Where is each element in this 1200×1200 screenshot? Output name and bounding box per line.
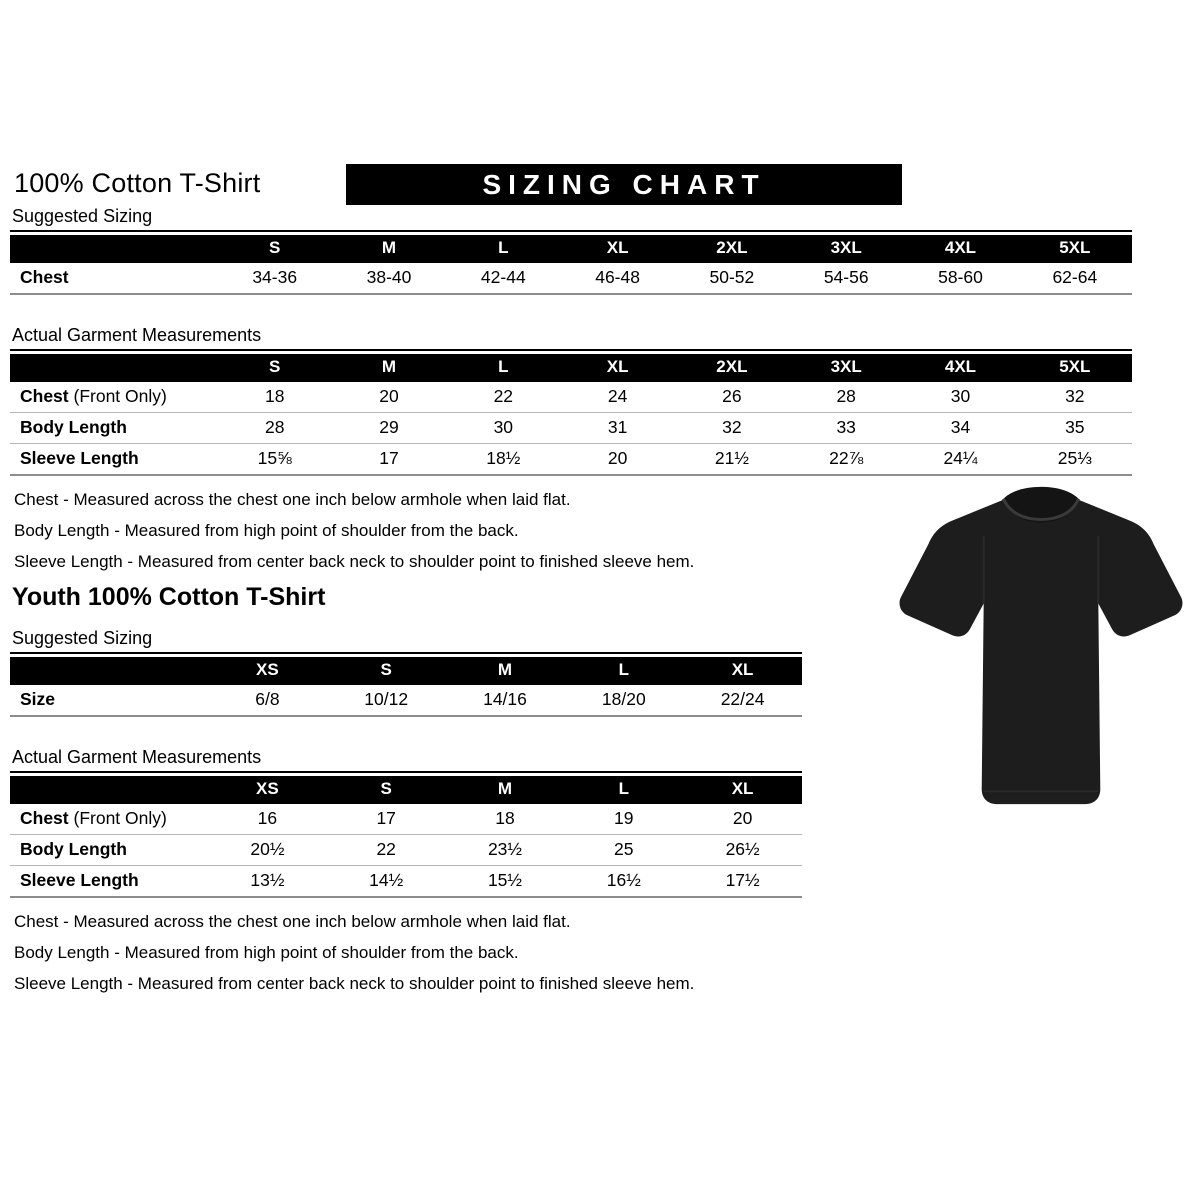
row-label: Sleeve Length	[10, 444, 218, 476]
size-column-header: 2XL	[675, 354, 789, 382]
corner-cell	[10, 657, 208, 685]
measurement-cell: 30	[446, 413, 560, 444]
measurement-cell: 26	[675, 382, 789, 413]
measurement-cell: 22⅞	[789, 444, 903, 476]
size-column-header: XL	[560, 354, 674, 382]
adult-actual-section	[10, 325, 1132, 476]
row-label: Sleeve Length	[10, 866, 208, 898]
measurement-cell: 34	[903, 413, 1017, 444]
corner-cell	[10, 235, 218, 263]
table-row	[10, 804, 802, 835]
measurement-cell: 62-64	[1018, 263, 1132, 294]
measurement-cell: 10/12	[327, 685, 446, 716]
size-column-header: 2XL	[675, 235, 789, 263]
measurement-cell: 29	[332, 413, 446, 444]
size-column-header: M	[446, 776, 565, 804]
measurement-cell: 25	[564, 835, 683, 866]
youth-suggested-sizing-label: Suggested Sizing	[10, 628, 802, 654]
measurement-cell: 14/16	[446, 685, 565, 716]
row-label: Chest	[10, 263, 218, 294]
size-column-header: 3XL	[789, 235, 903, 263]
youth-sleeve-length-note: Sleeve Length - Measured from center back neck to shoulder point to finished sleeve hem.	[14, 974, 695, 993]
header-row	[10, 657, 802, 685]
row-label: Chest (Front Only)	[10, 804, 208, 835]
measurement-cell: 34-36	[218, 263, 332, 294]
youth-actual-section	[10, 747, 802, 898]
size-column-header: 4XL	[903, 235, 1017, 263]
measurement-cell: 46-48	[560, 263, 674, 294]
adult-chest-note: Chest - Measured across the chest one inch below armhole when laid flat.	[14, 490, 571, 509]
youth-suggested-table-grid	[10, 657, 802, 717]
youth-notes	[10, 912, 1132, 994]
measurement-cell: 22/24	[683, 685, 802, 716]
measurement-cell: 50-52	[675, 263, 789, 294]
measurement-cell: 26½	[683, 835, 802, 866]
measurement-cell: 20½	[208, 835, 327, 866]
measurement-cell: 22	[446, 382, 560, 413]
measurement-cell: 17½	[683, 866, 802, 898]
size-column-header: L	[446, 235, 560, 263]
size-column-header: S	[218, 235, 332, 263]
size-column-header: XL	[560, 235, 674, 263]
row-label: Body Length	[10, 413, 218, 444]
size-column-header: S	[218, 354, 332, 382]
measurement-cell: 35	[1018, 413, 1132, 444]
size-column-header: M	[332, 235, 446, 263]
table-row	[10, 444, 1132, 476]
adult-body-length-note: Body Length - Measured from high point of shoulder from the back.	[14, 521, 519, 540]
measurement-cell: 18/20	[564, 685, 683, 716]
youth-suggested-section	[10, 628, 802, 717]
measurement-cell: 17	[332, 444, 446, 476]
measurement-cell: 20	[683, 804, 802, 835]
adult-suggested-section	[10, 206, 1132, 295]
header-row	[10, 776, 802, 804]
table-row	[10, 835, 802, 866]
size-column-header: L	[446, 354, 560, 382]
measurement-cell: 33	[789, 413, 903, 444]
size-column-header: S	[327, 657, 446, 685]
measurement-cell: 20	[560, 444, 674, 476]
measurement-cell: 13½	[208, 866, 327, 898]
measurement-cell: 22	[327, 835, 446, 866]
table-row	[10, 866, 802, 898]
sizing-chart-banner: SIZING CHART	[346, 164, 902, 205]
adult-actual-table-grid	[10, 354, 1132, 476]
measurement-cell: 18	[446, 804, 565, 835]
header-row	[10, 235, 1132, 263]
measurement-cell: 18	[218, 382, 332, 413]
table-row	[10, 413, 1132, 444]
measurement-cell: 17	[327, 804, 446, 835]
adult-sleeve-length-note: Sleeve Length - Measured from center back neck to shoulder point to finished sleeve hem.	[14, 552, 695, 571]
measurement-cell: 24	[560, 382, 674, 413]
youth-actual-table-grid	[10, 776, 802, 898]
size-column-header: L	[564, 776, 683, 804]
measurement-cell: 15½	[446, 866, 565, 898]
size-column-header: XS	[208, 657, 327, 685]
measurement-cell: 25⅓	[1018, 444, 1132, 476]
measurement-cell: 28	[218, 413, 332, 444]
measurement-cell: 28	[789, 382, 903, 413]
page-title: 100% Cotton T-Shirt	[14, 168, 261, 198]
measurement-cell: 15⅝	[218, 444, 332, 476]
tshirt-body	[900, 489, 1183, 804]
adult-actual-table	[10, 354, 1132, 476]
measurement-cell: 19	[564, 804, 683, 835]
size-column-header: XS	[208, 776, 327, 804]
youth-actual-table	[10, 776, 802, 898]
measurement-cell: 20	[332, 382, 446, 413]
size-column-header: XL	[683, 776, 802, 804]
table-row	[10, 263, 1132, 294]
size-column-header: 5XL	[1018, 235, 1132, 263]
row-label: Size	[10, 685, 208, 716]
black-tshirt-image	[892, 477, 1190, 813]
size-column-header: 3XL	[789, 354, 903, 382]
adult-suggested-sizing-label: Suggested Sizing	[10, 206, 1132, 232]
header-row	[10, 354, 1132, 382]
measurement-cell: 14½	[327, 866, 446, 898]
measurement-cell: 58-60	[903, 263, 1017, 294]
size-column-header: 5XL	[1018, 354, 1132, 382]
measurement-cell: 16	[208, 804, 327, 835]
measurement-cell: 18½	[446, 444, 560, 476]
measurement-cell: 54-56	[789, 263, 903, 294]
corner-cell	[10, 776, 208, 804]
youth-suggested-table	[10, 657, 802, 717]
youth-body-length-note: Body Length - Measured from high point of shoulder from the back.	[14, 943, 519, 962]
measurement-cell: 21½	[675, 444, 789, 476]
measurement-cell: 24¼	[903, 444, 1017, 476]
table-row	[10, 382, 1132, 413]
size-column-header: 4XL	[903, 354, 1017, 382]
adult-suggested-table-grid	[10, 235, 1132, 295]
youth-actual-measurements-label: Actual Garment Measurements	[10, 747, 802, 773]
size-column-header: S	[327, 776, 446, 804]
youth-title: Youth 100% Cotton T-Shirt	[12, 583, 326, 611]
measurement-cell: 32	[1018, 382, 1132, 413]
measurement-cell: 23½	[446, 835, 565, 866]
measurement-cell: 32	[675, 413, 789, 444]
adult-suggested-table	[10, 235, 1132, 295]
row-label: Chest (Front Only)	[10, 382, 218, 413]
table-row	[10, 685, 802, 716]
measurement-cell: 6/8	[208, 685, 327, 716]
measurement-cell: 42-44	[446, 263, 560, 294]
header-row	[14, 164, 1134, 206]
youth-chest-note: Chest - Measured across the chest one inch below armhole when laid flat.	[14, 912, 571, 931]
size-column-header: M	[332, 354, 446, 382]
row-label: Body Length	[10, 835, 208, 866]
measurement-cell: 31	[560, 413, 674, 444]
size-column-header: L	[564, 657, 683, 685]
size-column-header: M	[446, 657, 565, 685]
adult-actual-measurements-label: Actual Garment Measurements	[10, 325, 1132, 351]
size-column-header: XL	[683, 657, 802, 685]
measurement-cell: 30	[903, 382, 1017, 413]
measurement-cell: 38-40	[332, 263, 446, 294]
measurement-cell: 16½	[564, 866, 683, 898]
corner-cell	[10, 354, 218, 382]
